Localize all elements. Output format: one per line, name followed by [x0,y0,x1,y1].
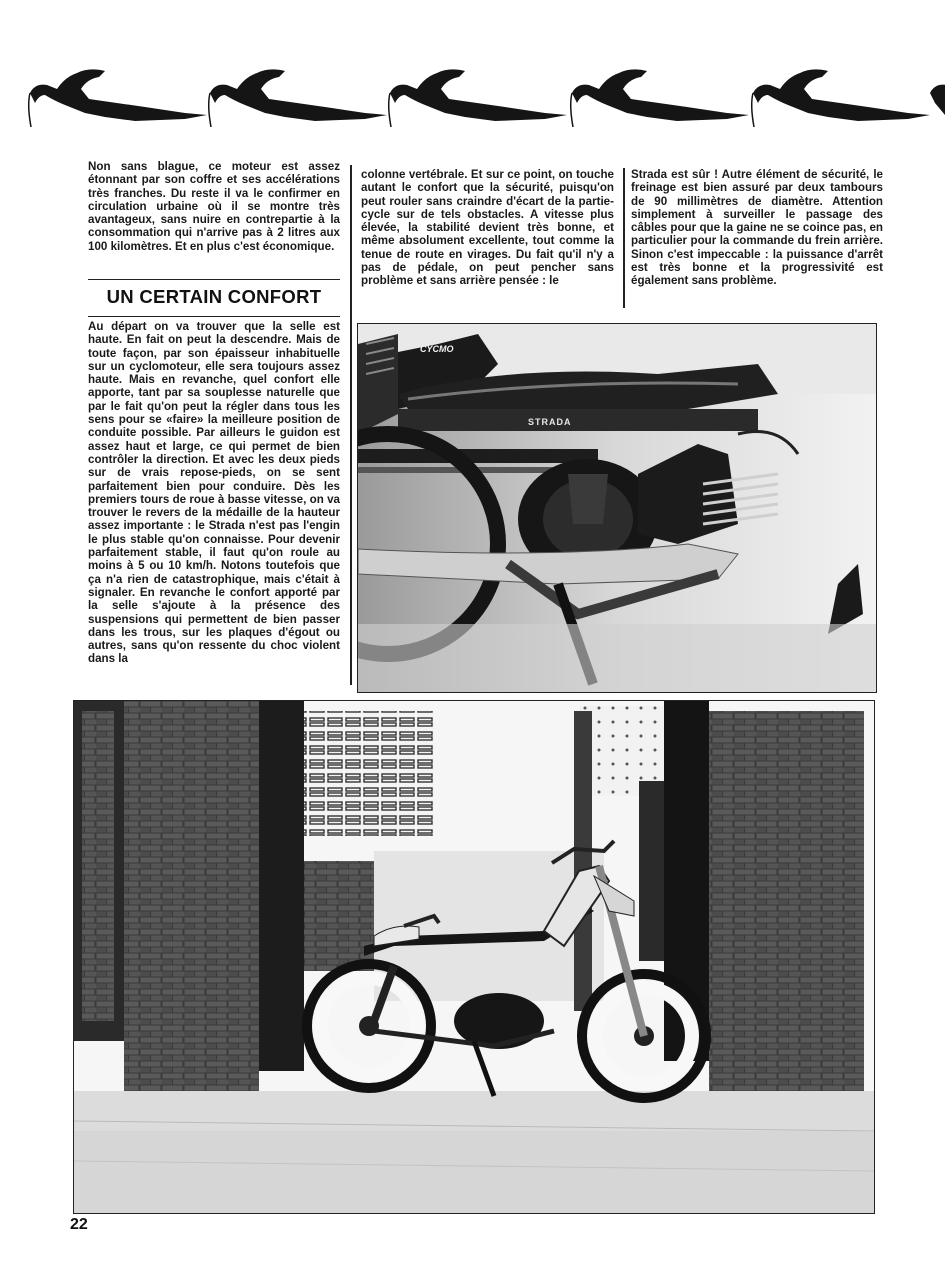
paragraph: Strada est sûr ! Autre élément de sécurité, le freinage est bien assuré par deux tambours de 90 millimètres de diamètre. Attention simplement à surveiller le passage des câbles pour que la gaine ne se coince pas, en particulier pour la commande du frein arrière. Sinon c'est impeccable : la puissance d'arrêt est très bonne et la progressivité est également sans problème. [631,168,883,288]
gazelle-icon [925,55,945,155]
column-divider [350,165,352,685]
gazelle-icon [385,55,570,155]
tank-logo-text: CYCMO [420,344,454,354]
gazelle-icon [205,55,390,155]
frame-logo-text: STRADA [528,417,572,427]
article-column-3 [631,168,883,288]
paragraph: Au départ on va trouver que la selle est haute. En fait on peut la descendre. Mais de toute façon, par son épaisseur inhabituelle sur un cyclomoteur, elle sera toujours assez haute. Mais en revanche, quel confort elle apporte, tant par sa souplesse naturelle que par le fait qu'on peut la régler dans tous les sens pour se «faire» la meilleure position de conduite possible. Par ailleurs le guidon est assez haut et large, ce qui permet de bien contrôler la direction. Et avec les deux pieds sur de vrais repose-pieds, on se sent parfaitement bien pour conduire. Dès les premiers tours de roue à basse vitesse, on va trouver le revers de la médaille de la hauteur assez importante : le Strada n'est pas l'engin le plus stable qu'on connaisse. Pour devenir parfaitement stable, il faut qu'on roule au moins à 5 ou 10 km/h. Notons toutefois que ça n'a rien de catastrophique, mais c'était à signaler. En revanche le confort apporté par la selle s'ajoute à la présence des suspensions qui permettent de bien passer dans les trous, sur les plaques d'égout ou autres, sans qu'on ressente du choc violent dans la [88,320,340,666]
paragraph: colonne vertébrale. Et sur ce point, on touche autant le confort que la sécurité, puisqu'on peut rouler sans craindre d'écart de la partie-cycle sur de tels obstacles. A vitesse plus élevée, la stabilité devient très bonne, et même absolument excellente, tout comme la tenue de route en virages. Du fait qu'il n'y a pas de pédale, on peut pencher sans problème et sans arrière pensée : le [361,168,614,288]
article-column-1-bottom [88,320,340,666]
gazelle-banner [0,55,945,165]
page-number: 22 [70,1216,88,1233]
moped-illustration [74,701,874,1213]
column-divider [623,168,625,308]
engine-illustration [358,324,876,692]
article-column-2 [361,168,614,288]
moped-photo [73,700,875,1214]
paragraph: Non sans blague, ce moteur est assez étonnant par son coffre et ses accélérations très franches. Du reste il va le confirmer en circulation urbaine où il se montre très avantageux, sans nuire en contrepartie à la consommation qui n'arrive pas à 2 litres aux 100 kilomètres. Et en plus c'est économique. [88,160,340,253]
engine-photo [357,323,877,693]
section-heading-box [88,279,340,317]
gazelle-icon [567,55,752,155]
gazelle-icon [748,55,933,155]
article-column-1-top [88,160,340,253]
gazelle-icon [25,55,210,155]
section-heading: UN CERTAIN CONFORT [106,286,322,307]
